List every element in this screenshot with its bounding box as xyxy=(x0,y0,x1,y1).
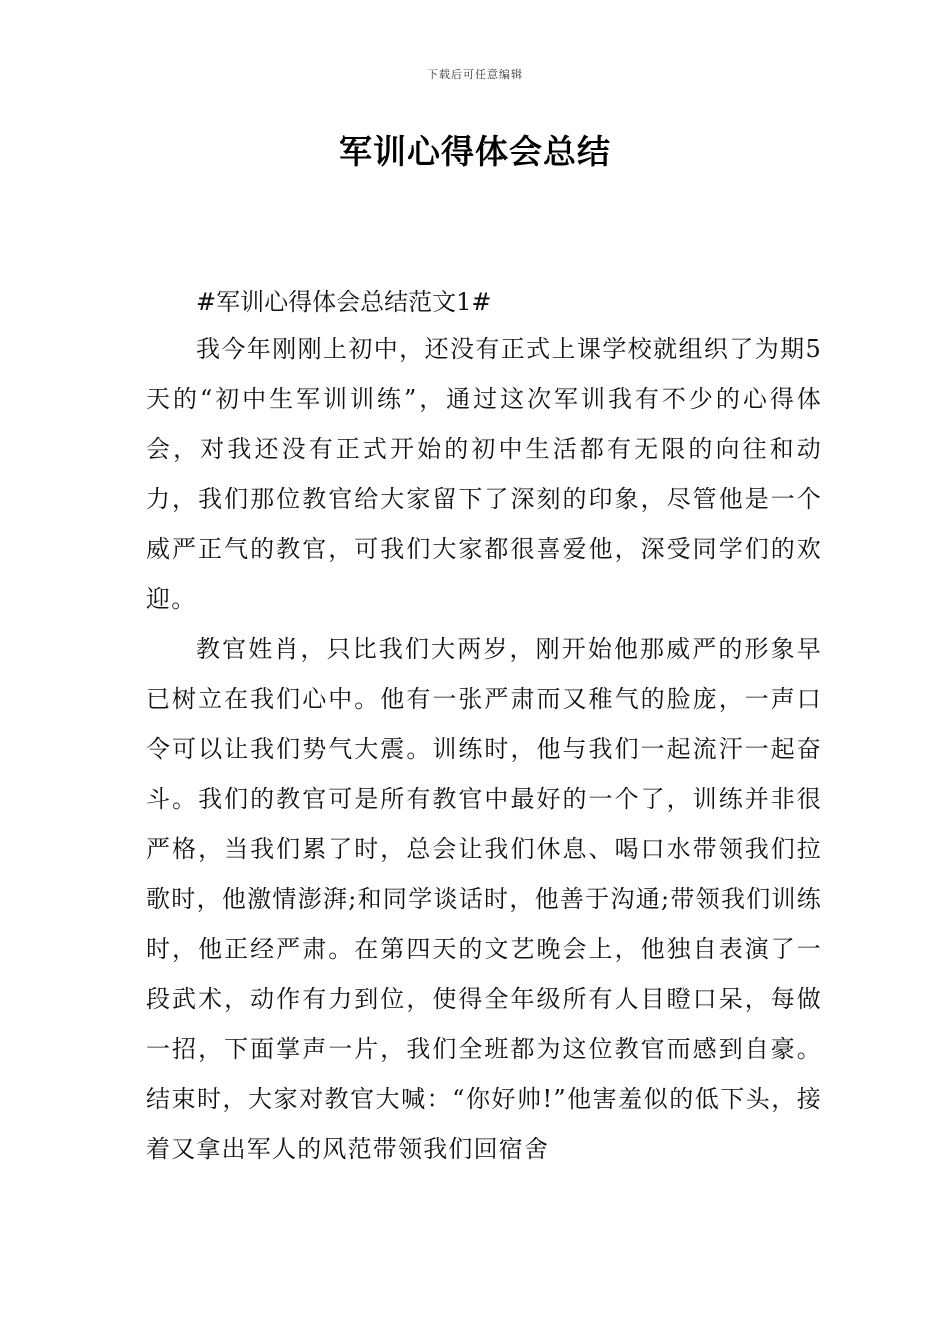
document-body xyxy=(146,280,822,1174)
paragraph-2: 教官姓肖，只比我们大两岁，刚开始他那威严的形象早已树立在我们心中。他有一张严肃而又稚气的脸庞，一声口令可以让我们势气大震。训练时，他与我们一起流汗一起奋斗。我们的教官可是所有教官中最好的一个了，训练并非很严格，当我们累了时，总会让我们休息、喝口水带领我们拉歌时，他激情澎湃;和同学谈话时，他善于沟通;带领我们训练时，他正经严肃。在第四天的文艺晚会上，他独自表演了一段武术，动作有力到位，使得全年级所有人目瞪口呆，每做一招，下面掌声一片，我们全班都为这位教官而感到自豪。结束时，大家对教官大喊：“你好帅!”他害羞似的低下头，接着又拿出军人的风范带领我们回宿舍 xyxy=(146,635,822,1163)
section-heading: #军训心得体会总结范文1# xyxy=(196,288,492,316)
paragraph-1: 我今年刚刚上初中，还没有正式上课学校就组织了为期5天的“初中生军训训练”，通过这次军训我有不少的心得体会，对我还没有正式开始的初中生活都有无限的向往和动力，我们那位教官给大家留下了深刻的印象，尽管他是一个威严正气的教官，可我们大家都很喜爱他，深受同学们的欢迎。 xyxy=(146,335,822,613)
header-note: 下载后可任意编辑 xyxy=(427,68,523,81)
document-title: 军训心得体会总结 xyxy=(339,132,611,171)
